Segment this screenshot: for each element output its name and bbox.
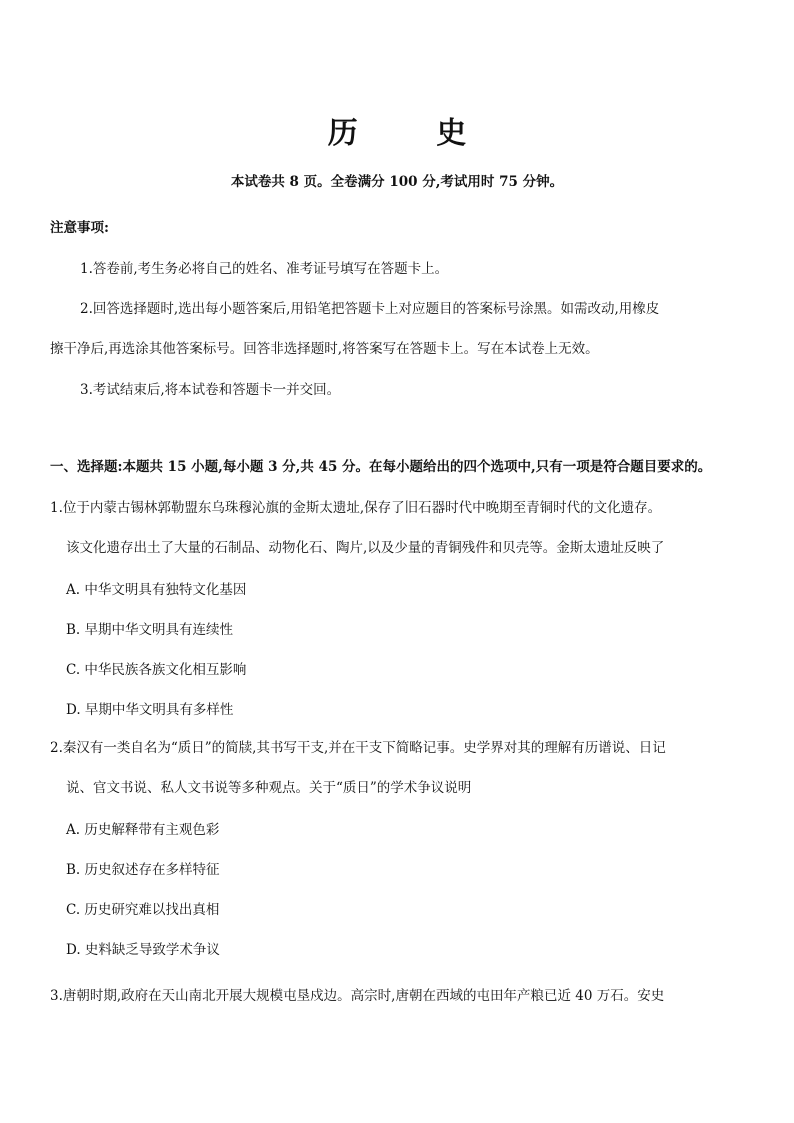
question-2-option-d: D. 史料缺乏导致学术争议	[66, 942, 220, 958]
question-2-stem-line-2: 说、官文书说、私人文书说等多种观点。关于“质日”的学术争议说明	[66, 780, 472, 796]
notice-heading: 注意事项:	[50, 220, 109, 236]
question-1-option-c: C. 中华民族各族文化相互影响	[66, 662, 247, 678]
notice-item-3: 3.考试结束后,将本试卷和答题卡一并交回。	[80, 382, 341, 398]
question-2-stem-line-1: 2.秦汉有一类自名为“质日”的简牍,其书写干支,并在干支下简略记事。史学界对其的理解有历谱说、日记	[50, 740, 666, 756]
question-1-option-b: B. 早期中华文明具有连续性	[66, 622, 234, 638]
question-1-option-a: A. 中华文明具有独特文化基因	[66, 582, 247, 598]
question-3-stem-line-1: 3.唐朝时期,政府在天山南北开展大规模屯垦戍边。高宗时,唐朝在西域的屯田年产粮已近 40 万石。安史	[50, 988, 665, 1004]
question-2-option-c: C. 历史研究难以找出真相	[66, 902, 220, 918]
exam-info: 本试卷共 8 页。全卷满分 100 分,考试用时 75 分钟。	[230, 174, 564, 190]
question-2-option-b: B. 历史叙述存在多样特征	[66, 862, 220, 878]
section-heading: 一、选择题:本题共 15 小题,每小题 3 分,共 45 分。在每小题给出的四个选项中,只有一项是符合题目要求的。	[50, 459, 712, 475]
question-1-stem-line-1: 1.位于内蒙古锡林郭勒盟东乌珠穆沁旗的金斯太遗址,保存了旧石器时代中晚期至青铜时代的文化遗存。	[50, 500, 662, 516]
page-title: 历 史	[327, 116, 501, 151]
notice-item-2-line-1: 2.回答选择题时,选出每小题答案后,用铅笔把答题卡上对应题目的答案标号涂黑。如需改动,用橡皮	[80, 301, 660, 317]
notice-item-1: 1.答卷前,考生务必将自己的姓名、准考证号填写在答题卡上。	[80, 261, 449, 277]
question-2-option-a: A. 历史解释带有主观色彩	[66, 822, 220, 838]
notice-item-2-line-2: 擦干净后,再选涂其他答案标号。回答非选择题时,将答案写在答题卡上。写在本试卷上无效。	[50, 341, 599, 357]
question-1-option-d: D. 早期中华文明具有多样性	[66, 702, 234, 718]
question-1-stem-line-2: 该文化遗存出土了大量的石制品、动物化石、陶片,以及少量的青铜残件和贝壳等。金斯太遗址反映了	[66, 540, 665, 556]
